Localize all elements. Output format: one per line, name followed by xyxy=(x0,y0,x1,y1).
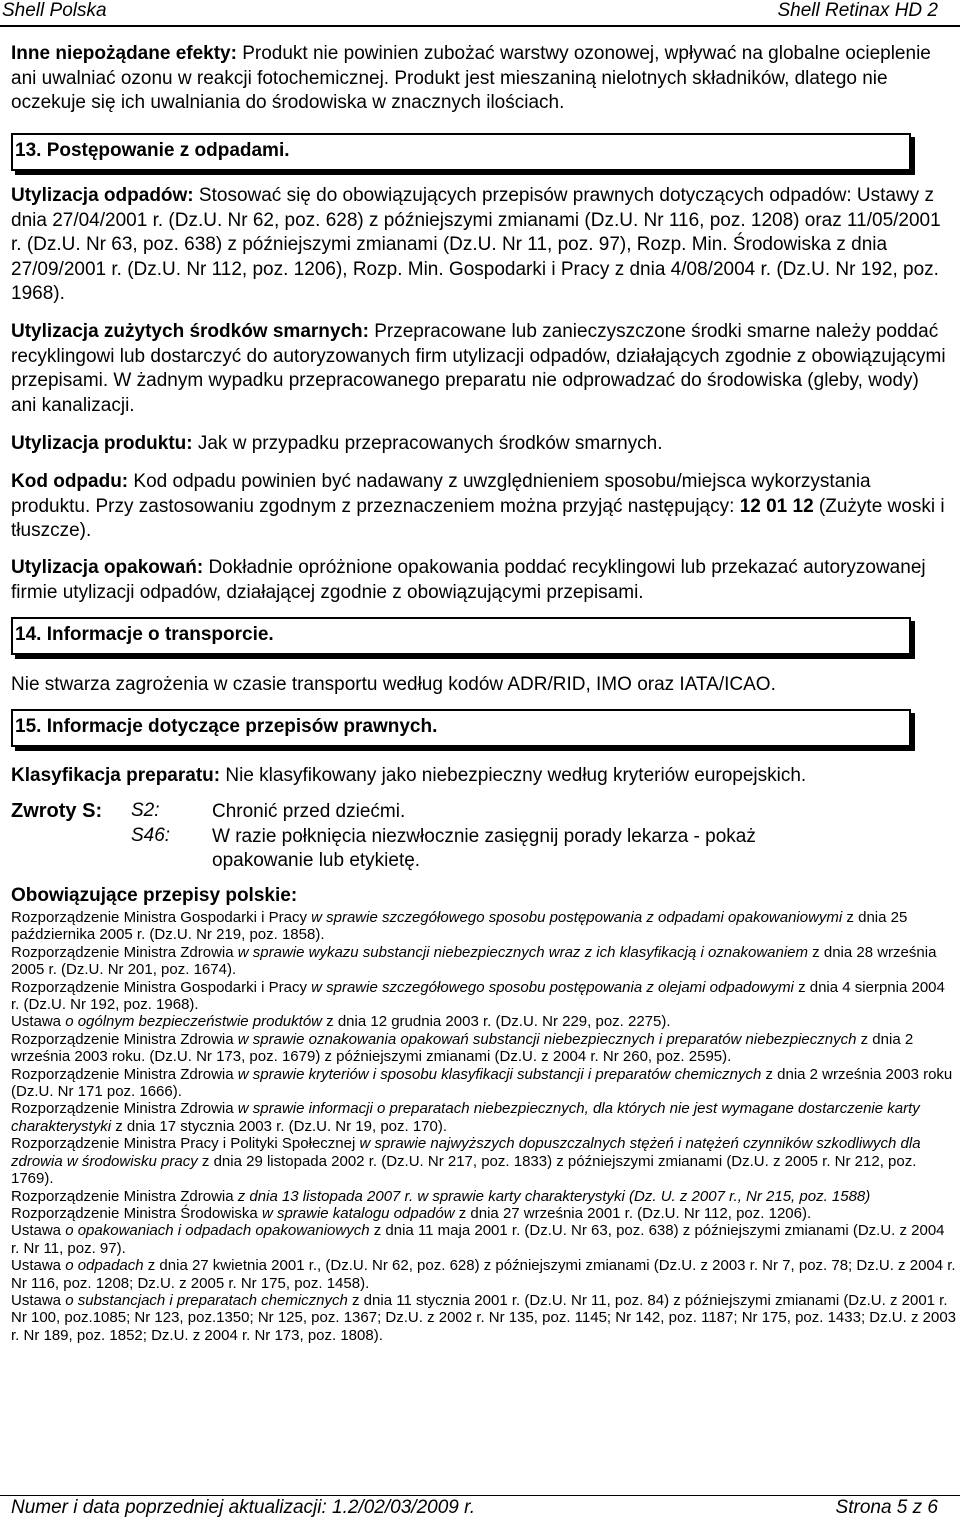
packaging-disposal-paragraph xyxy=(11,556,946,605)
regulation-title: w sprawie szczegółowego sposobu postępowania z odpadami opakowaniowymi xyxy=(311,909,843,926)
regulation-item xyxy=(11,1188,956,1205)
regulation-text: z dnia 12 grudnia 2003 r. (Dz.U. Nr 229, poz. 2275). xyxy=(322,1013,671,1031)
waste-code-text: Kod odpadu powinien być nadawany z uwzględnieniem sposobu/miejsca wykorzystania produktu. Przy zastosowaniu zgodnym z przeznaczeniem można przyjąć następujący: xyxy=(11,471,871,517)
used-lubricants-label: Utylizacja zużytych środków smarnych: xyxy=(11,321,369,342)
s46-text: W razie połknięcia niezwłocznie zasięgnij porady lekarza - pokaż opakowanie lub etykietę. xyxy=(212,826,756,871)
regulation-text: Rozporządzenie Ministra Pracy i Polityki Społecznej xyxy=(11,1135,360,1153)
regulation-item xyxy=(11,1292,956,1344)
product-disposal-text: Jak w przypadku przepracowanych środków smarnych. xyxy=(192,433,663,454)
waste-code-value: 12 01 12 xyxy=(739,495,814,517)
regulation-text: Rozporządzenie Ministra Zdrowia xyxy=(11,1065,238,1083)
regulation-text: z dnia 28 września 2005 r. (Dz.U. Nr 201, poz. 1674). xyxy=(11,943,937,979)
regulation-title: o opakowaniach i odpadach opakowaniowych xyxy=(65,1222,370,1240)
footer-page-number: Strona 5 z 6 xyxy=(835,1497,938,1518)
regulation-item xyxy=(11,1135,956,1187)
other-effects-paragraph xyxy=(11,42,946,116)
waste-code-paragraph xyxy=(11,470,946,544)
header-product: Shell Retinax HD 2 xyxy=(777,0,938,21)
regulation-text: z dnia 17 stycznia 2003 r. (Dz.U. Nr 19, poz. 170). xyxy=(111,1117,448,1135)
product-disposal-label: Utylizacja produktu: xyxy=(11,433,193,454)
regulation-text: z dnia 4 sierpnia 2004 r. (Dz.U. Nr 192, poz. 1968). xyxy=(11,978,945,1014)
regulation-title: w sprawie szczegółowego sposobu postępowania z olejami odpadowymi xyxy=(311,978,794,996)
regulation-text: z dnia 2 września 2003 roku. (Dz.U. Nr 173, poz. 1679) z późniejszymi zmianami (Dz.U. z 2004 r. Nr 260, poz. 2595). xyxy=(11,1030,914,1066)
regulation-title: o substancjach i preparatach chemicznych xyxy=(65,1291,348,1309)
regulation-title: w sprawie oznakowania opakowań substancji niebezpiecznych i preparatów niebezpiecznych xyxy=(237,1030,857,1048)
classification-paragraph xyxy=(11,764,946,789)
waste-disposal-paragraph xyxy=(11,184,946,307)
regulation-item xyxy=(11,1205,956,1222)
used-lubricants-text: Przepracowane lub zanieczyszczone środki smarne należy poddać recyklingowi lub dostarczyć do autoryzowanych firm utylizacji odpadów, działających zgodnie z obowiązującymi przepisami. W żadnym wypadku przepracowanego preparatu nie odprowadzać do środowiska (gleby, wody) ani kanalizacji. xyxy=(11,321,946,416)
page-header xyxy=(0,0,960,22)
s2-text: Chronić przed dziećmi. xyxy=(212,801,406,822)
header-rule xyxy=(0,25,960,27)
regulation-text: z dnia 25 października 2005 r. (Dz.U. Nr 219, poz. 1858). xyxy=(11,909,908,944)
regulation-item xyxy=(11,1257,956,1292)
waste-disposal-label: Utylizacja odpadów: xyxy=(11,185,194,206)
regulation-text: Rozporządzenie Ministra Gospodarki i Pracy xyxy=(11,909,312,926)
regulation-title: w sprawie katalogu odpadów xyxy=(261,1204,455,1222)
regulation-title: w sprawie kryteriów i sposobu klasyfikacji substancji i preparatów chemicznych xyxy=(237,1065,762,1083)
regulation-text: Rozporządzenie Ministra Zdrowia xyxy=(11,943,238,961)
transport-text: Nie stwarza zagrożenia w czasie transportu według kodów ADR/RID, IMO oraz IATA/ICAO. xyxy=(11,674,776,695)
classification-label: Klasyfikacja preparatu: xyxy=(11,765,221,786)
regulation-item xyxy=(11,1100,956,1135)
regulation-item xyxy=(11,1066,956,1101)
s-phrases-label: Zwroty S: xyxy=(11,800,103,822)
polish-regulations-title: Obowiązujące przepisy polskie: xyxy=(11,885,298,906)
packaging-disposal-label: Utylizacja opakowań: xyxy=(11,557,204,578)
regulation-text: Rozporządzenie Ministra Gospodarki i Pracy xyxy=(11,978,312,996)
footer-rule xyxy=(0,1495,960,1496)
header-company: Shell Polska xyxy=(2,0,107,21)
regulation-title: w sprawie najwyższych dopuszczalnych stężeń i natężeń czynników szkodliwych dla zdrowia w środowisku pracy xyxy=(11,1135,921,1170)
regulation-text: z dnia 2 września 2003 roku (Dz.U. Nr 171 poz. 1666). xyxy=(11,1065,953,1101)
waste-disposal-text: Stosować się do obowiązujących przepisów prawnych dotyczących odpadów: Ustawy z dnia 27/04/2001 r. (Dz.U. Nr 62, poz. 628) z późniejszymi zmianami (Dz.U. Nr 116, poz. 1208) oraz 11/05/2001 r. (Dz.U. Nr 63, poz. 638) z późniejszymi zmianami (Dz.U. Nr 11, poz. 97), Rozp. Min. Środowiska z dnia 27/09/2001 r. (Dz.U. Nr 112, poz. 1206), Rozp. Min. Gospodarki i Pracy z dnia 4/08/2004 r. (Dz.U. Nr 192, poz. 1968). xyxy=(11,185,941,304)
regulation-text: Rozporządzenie Ministra Zdrowia xyxy=(11,1100,238,1118)
regulation-text: Rozporządzenie Ministra Zdrowia xyxy=(11,1187,238,1205)
regulation-text: z dnia 29 listopada 2002 r. (Dz.U. Nr 217, poz. 1833) z późniejszymi zmianami (Dz.U. z 2005 r. Nr 212, poz. 1769). xyxy=(11,1152,917,1188)
other-effects-text: Produkt nie powinien zubożać warstwy ozonowej, wpływać na globalne ocieplenie ani uwalniać ozonu w reakcji fotochemicznej. Produkt jest mieszaniną nielotnych składników, dlatego nie oczekuje się ich uwalniania do środowiska w znacznych ilościach. xyxy=(11,43,931,113)
regulation-text: Ustawa xyxy=(11,1291,66,1309)
s2-code: S2: xyxy=(131,800,160,821)
regulation-item xyxy=(11,944,956,979)
s46-code: S46: xyxy=(131,825,171,846)
regulation-title: o ogólnym bezpieczeństwie produktów xyxy=(65,1013,322,1031)
regulation-title: o odpadach xyxy=(65,1257,144,1275)
product-disposal-paragraph xyxy=(11,432,946,457)
regulation-text: Rozporządzenie Ministra Zdrowia xyxy=(11,1030,238,1048)
waste-code-tail: (Zużyte woski i tłuszcze). xyxy=(11,495,945,541)
regulation-item xyxy=(11,1222,956,1257)
regulation-text: Ustawa xyxy=(11,1257,66,1275)
section-13-heading: 13. Postępowanie z odpadami. xyxy=(11,133,911,171)
classification-text: Nie klasyfikowany jako niebezpieczny według kryteriów europejskich. xyxy=(220,765,807,786)
regulation-text: z dnia 11 maja 2001 r. (Dz.U. Nr 63, poz. 638) z późniejszymi zmianami (Dz.U. z 2004 r. Nr 11, poz. 97). xyxy=(11,1222,945,1257)
section-15-heading: 15. Informacje dotyczące przepisów prawnych. xyxy=(11,709,911,747)
regulation-item xyxy=(11,979,956,1014)
section-14-heading: 14. Informacje o transporcie. xyxy=(11,617,911,655)
regulation-text: Rozporządzenie Ministra Środowiska xyxy=(11,1204,262,1222)
regulation-title: w sprawie wykazu substancji niebezpiecznych wraz z ich klasyfikacją i oznakowaniem xyxy=(237,943,809,961)
regulation-title: w sprawie informacji o preparatach niebezpiecznych, dla których nie jest wymagane dostarczenie karty charakterystyki xyxy=(11,1100,920,1135)
regulation-text: z dnia 11 stycznia 2001 r. (Dz.U. Nr 11, poz. 84) z późniejszymi zmianami (Dz.U. z 2001 r. Nr 100, poz.1085; Nr 123, poz.1350; Nr 125, poz. 1367; Dz.U. z 2002 r. Nr 135, poz. 1145; Nr 142, poz. 1187; Nr 175, poz. 1433; Dz.U. z 2003 r. Nr 189, poz. 1852; Dz.U. z 2004 r. Nr 173, poz. 1808). xyxy=(11,1291,956,1344)
polish-regulations-list xyxy=(11,909,956,1344)
regulation-item xyxy=(11,1013,956,1030)
regulation-item xyxy=(11,909,956,944)
regulation-item xyxy=(11,1031,956,1066)
transport-paragraph xyxy=(11,673,946,698)
other-effects-label: Inne niepożądane efekty: xyxy=(11,43,237,64)
regulation-text: z dnia 27 września 2001 r. (Dz.U. Nr 112, poz. 1206). xyxy=(454,1204,812,1222)
regulation-text: Ustawa xyxy=(11,1222,66,1240)
footer-revision: Numer i data poprzedniej aktualizacji: 1.2/02/03/2009 r. xyxy=(11,1497,476,1518)
packaging-disposal-text: Dokładnie opróżnione opakowania poddać recyklingowi lub przekazać autoryzowanej firmie utylizacji odpadów, działającej zgodnie z obowiązującymi przepisami. xyxy=(11,557,926,603)
regulation-text: Ustawa xyxy=(11,1013,66,1031)
waste-code-label: Kod odpadu: xyxy=(11,471,129,492)
regulation-title: z dnia 13 listopada 2007 r. w sprawie karty charakterystyki (Dz. U. z 2007 r., Nr 215, poz. 1588) xyxy=(237,1187,871,1205)
regulation-text: z dnia 27 kwietnia 2001 r., (Dz.U. Nr 62, poz. 628) z późniejszymi zmianami (Dz.U. z 2003 r. Nr 7, poz. 78; Dz.U. z 2004 r. Nr 116, poz. 1208; Dz.U. z 2005 r. Nr 175, poz. 1458). xyxy=(11,1257,956,1292)
used-lubricants-paragraph xyxy=(11,320,946,418)
